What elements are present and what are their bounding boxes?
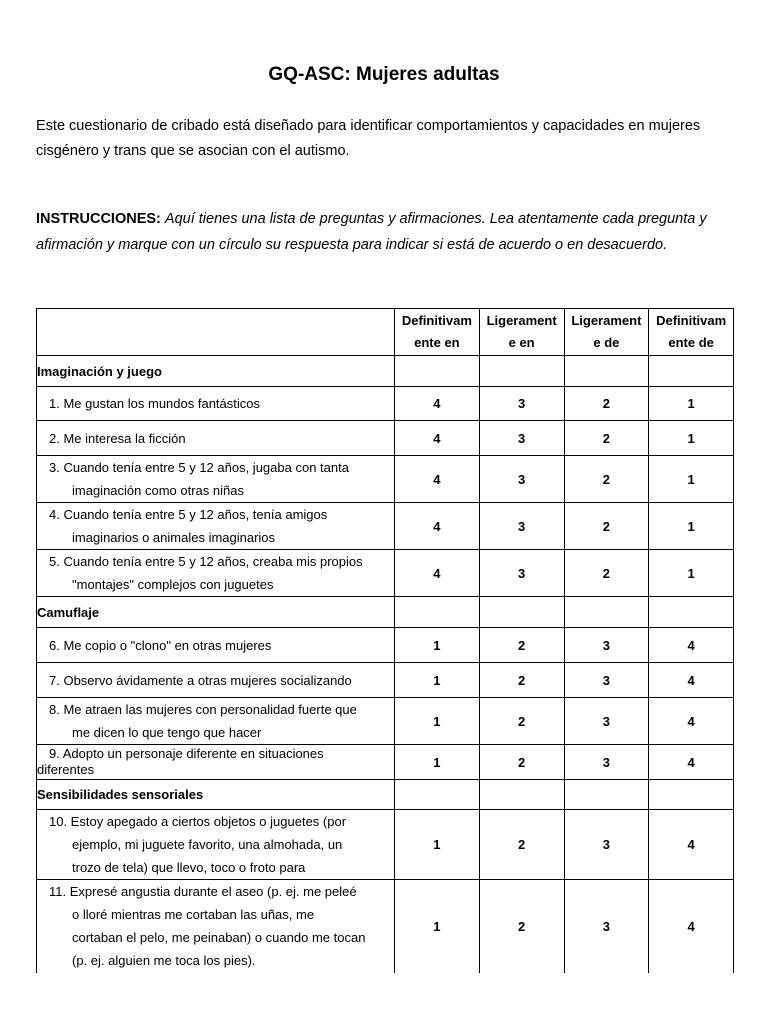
score-option[interactable]: 1 bbox=[649, 550, 734, 597]
intro-paragraph: Este cuestionario de cribado está diseñado para identificar comportamientos y capacidades en mujeres cisgénero y trans que se asocian con el autismo. bbox=[36, 118, 701, 159]
empty-cell bbox=[395, 780, 480, 810]
score-option[interactable]: 2 bbox=[479, 628, 564, 663]
score-option[interactable]: 1 bbox=[395, 745, 480, 780]
question-row bbox=[37, 387, 734, 421]
question-row bbox=[37, 421, 734, 456]
score-option[interactable]: 2 bbox=[564, 421, 649, 456]
question-row bbox=[37, 810, 734, 880]
question-line: 9. Adopto un personaje diferente en situaciones bbox=[49, 746, 324, 761]
score-option[interactable]: 4 bbox=[395, 421, 480, 456]
instructions-label: INSTRUCCIONES: bbox=[36, 211, 161, 227]
score-option[interactable]: 1 bbox=[395, 810, 480, 880]
header-slightly-agree bbox=[479, 309, 564, 356]
score-option[interactable]: 4 bbox=[395, 503, 480, 550]
score-option[interactable]: 3 bbox=[479, 421, 564, 456]
score-option[interactable]: 4 bbox=[649, 663, 734, 698]
score-option[interactable]: 1 bbox=[649, 421, 734, 456]
header-line: ente de bbox=[668, 335, 714, 350]
questionnaire-table bbox=[36, 308, 734, 973]
section-heading: Camuflaje bbox=[37, 597, 395, 628]
header-line: e de bbox=[593, 335, 620, 350]
question-line: imaginarios o animales imaginarios bbox=[72, 530, 276, 545]
score-option[interactable]: 3 bbox=[564, 880, 649, 973]
score-option[interactable]: 3 bbox=[479, 503, 564, 550]
question-line: (p. ej. alguien me toca los pies). bbox=[72, 953, 256, 969]
score-option[interactable]: 2 bbox=[479, 810, 564, 880]
score-option[interactable]: 2 bbox=[564, 503, 649, 550]
score-option[interactable]: 1 bbox=[649, 456, 734, 503]
empty-cell bbox=[479, 780, 564, 810]
score-option[interactable]: 4 bbox=[395, 456, 480, 503]
question-text bbox=[37, 880, 395, 973]
question-line: 6. Me copio o "clono" en otras mujeres bbox=[49, 637, 272, 653]
score-option[interactable]: 3 bbox=[564, 628, 649, 663]
question-row bbox=[37, 503, 734, 550]
question-line: 4. Cuando tenía entre 5 y 12 años, tenía amigos bbox=[49, 507, 328, 522]
question-text bbox=[37, 698, 395, 745]
empty-cell bbox=[649, 356, 734, 387]
header-line: Ligerament bbox=[571, 313, 642, 328]
score-option[interactable]: 4 bbox=[395, 387, 480, 421]
section-row bbox=[37, 780, 734, 810]
question-text bbox=[37, 550, 395, 597]
question-line: me dicen lo que tengo que hacer bbox=[72, 725, 262, 740]
question-line: 7. Observo ávidamente a otras mujeres socializando bbox=[49, 672, 352, 688]
page-title: GQ-ASC: Mujeres adultas bbox=[268, 64, 500, 85]
header-line: Ligerament bbox=[486, 313, 557, 328]
question-text bbox=[37, 503, 395, 550]
score-option[interactable]: 2 bbox=[479, 698, 564, 745]
question-line: 2. Me interesa la ficción bbox=[49, 430, 186, 446]
score-option[interactable]: 1 bbox=[395, 880, 480, 973]
score-option[interactable]: 2 bbox=[479, 745, 564, 780]
score-option[interactable]: 3 bbox=[479, 550, 564, 597]
header-row bbox=[37, 309, 734, 356]
score-option[interactable]: 2 bbox=[564, 387, 649, 421]
question-line: "montajes" complejos con juguetes bbox=[72, 577, 274, 592]
question-row bbox=[37, 698, 734, 745]
score-option[interactable]: 2 bbox=[479, 663, 564, 698]
header-line: ente en bbox=[414, 335, 460, 350]
question-row bbox=[37, 550, 734, 597]
question-row bbox=[37, 663, 734, 698]
section-row bbox=[37, 356, 734, 387]
score-option[interactable]: 3 bbox=[564, 698, 649, 745]
question-line: 8. Me atraen las mujeres con personalidad fuerte que bbox=[49, 702, 357, 717]
empty-cell bbox=[479, 356, 564, 387]
instructions-paragraph bbox=[36, 207, 736, 258]
question-line: 10. Estoy apegado a ciertos objetos o juguetes (por bbox=[49, 814, 347, 829]
question-text bbox=[37, 387, 395, 421]
score-option[interactable]: 2 bbox=[479, 880, 564, 973]
empty-cell bbox=[395, 597, 480, 628]
score-option[interactable]: 3 bbox=[479, 456, 564, 503]
section-heading: Imaginación y juego bbox=[37, 356, 395, 387]
score-option[interactable]: 1 bbox=[395, 698, 480, 745]
header-line: Definitivam bbox=[656, 313, 727, 328]
question-line: ejemplo, mi juguete favorito, una almohada, un bbox=[72, 837, 343, 852]
header-definitely-disagree bbox=[649, 309, 734, 356]
score-option[interactable]: 1 bbox=[649, 503, 734, 550]
header-line: e en bbox=[508, 335, 535, 350]
score-option[interactable]: 1 bbox=[395, 663, 480, 698]
question-line: imaginación como otras niñas bbox=[72, 483, 244, 498]
empty-cell bbox=[649, 597, 734, 628]
score-option[interactable]: 4 bbox=[649, 880, 734, 973]
score-option[interactable]: 2 bbox=[564, 550, 649, 597]
question-text bbox=[37, 663, 395, 698]
question-row bbox=[37, 456, 734, 503]
header-slightly-disagree bbox=[564, 309, 649, 356]
empty-cell bbox=[564, 597, 649, 628]
empty-cell bbox=[479, 597, 564, 628]
score-option[interactable]: 4 bbox=[649, 745, 734, 780]
question-line: 11. Expresé angustia durante el aseo (p. ej. me peleé bbox=[49, 884, 357, 900]
questionnaire-body bbox=[37, 356, 734, 973]
section-row bbox=[37, 597, 734, 628]
question-row bbox=[37, 745, 734, 780]
score-option[interactable]: 3 bbox=[564, 663, 649, 698]
question-text bbox=[37, 745, 395, 780]
score-option[interactable]: 4 bbox=[649, 698, 734, 745]
question-line: o lloré mientras me cortaban las uñas, me bbox=[72, 907, 315, 923]
empty-cell bbox=[564, 780, 649, 810]
header-definitely-agree bbox=[395, 309, 480, 356]
score-option[interactable]: 4 bbox=[649, 628, 734, 663]
score-option[interactable]: 4 bbox=[649, 810, 734, 880]
question-line: 1. Me gustan los mundos fantásticos bbox=[49, 396, 261, 411]
question-row bbox=[37, 880, 734, 973]
score-option[interactable]: 1 bbox=[395, 628, 480, 663]
question-line: 5. Cuando tenía entre 5 y 12 años, creaba mis propios bbox=[49, 554, 363, 569]
question-text bbox=[37, 628, 395, 663]
score-option[interactable]: 3 bbox=[564, 810, 649, 880]
question-text bbox=[37, 456, 395, 503]
question-text bbox=[37, 421, 395, 456]
score-option[interactable]: 4 bbox=[395, 550, 480, 597]
empty-cell bbox=[564, 356, 649, 387]
score-option[interactable]: 1 bbox=[649, 387, 734, 421]
score-option[interactable]: 3 bbox=[564, 745, 649, 780]
question-line: 3. Cuando tenía entre 5 y 12 años, jugaba con tanta bbox=[49, 460, 349, 475]
header-line: Definitivam bbox=[401, 313, 472, 328]
question-text bbox=[37, 810, 395, 880]
question-line: diferentes bbox=[37, 762, 95, 777]
instructions-text: Aquí tienes una lista de preguntas y afirmaciones. Lea atentamente cada pregunta y afirmación y marque con un círculo su respuesta para indicar si está de acuerdo o en desacuerdo. bbox=[36, 211, 707, 253]
score-option[interactable]: 2 bbox=[564, 456, 649, 503]
question-line: trozo de tela) que llevo, toco o froto para bbox=[72, 860, 306, 875]
question-line: cortaban el pelo, me peinaban) o cuando me tocan bbox=[72, 930, 366, 946]
question-row bbox=[37, 628, 734, 663]
empty-cell bbox=[395, 356, 480, 387]
empty-cell bbox=[649, 780, 734, 810]
section-heading: Sensibilidades sensoriales bbox=[37, 780, 395, 810]
score-option[interactable]: 3 bbox=[479, 387, 564, 421]
header-blank-cell bbox=[37, 309, 395, 356]
